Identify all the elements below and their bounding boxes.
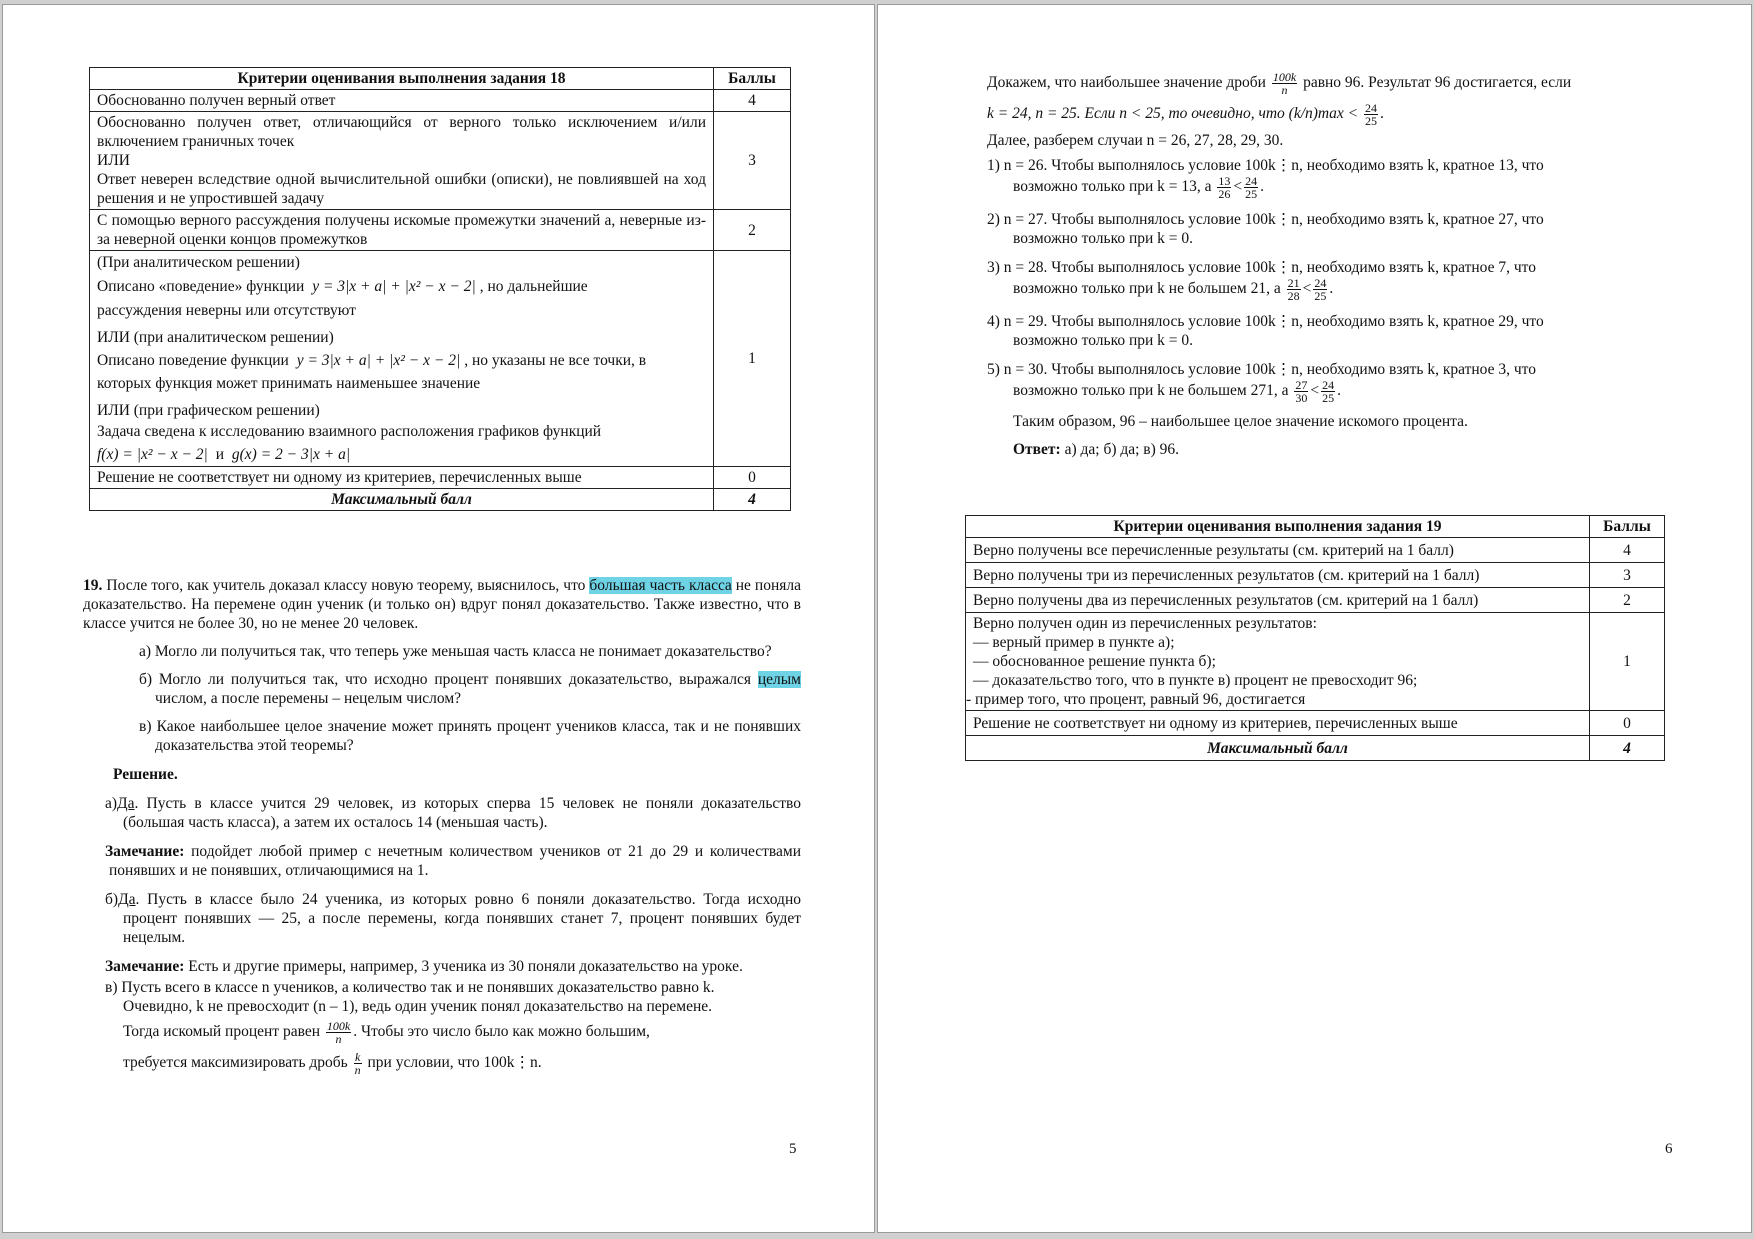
criterion-line: Верно получен один из перечисленных результатов: [973, 615, 1317, 632]
criterion-line [97, 276, 706, 297]
criterion-line: (При аналитическом решении) [97, 254, 300, 271]
fraction-denominator: 25 [1322, 391, 1335, 405]
highlighted-text: целым [757, 671, 801, 688]
criterion-line [97, 350, 706, 371]
case-text: 5) n = 30. Чтобы выполнялось условие 100k⋮n, необходимо взять k, кратное 3, что [987, 361, 1536, 378]
formula-g: g(x) = 2 − 3|x + a| [231, 446, 351, 463]
criterion-points: 1 [1590, 613, 1665, 711]
table-row [90, 112, 791, 210]
case-text: 2) n = 27. Чтобы выполнялось условие 100k⋮n, необходимо взять k, кратное 27, что [987, 211, 1544, 228]
fraction-24-25 [1364, 102, 1378, 127]
problem-number: 19. [83, 577, 103, 594]
case-3 [987, 258, 1672, 302]
table-header-points: Баллы [714, 68, 791, 90]
case-text: возможно только при k = 0. [1013, 230, 1194, 247]
note-label: Замечание: [105, 843, 185, 860]
conclusion: Таким образом, 96 – наибольшее целое значение искомого процента. [1013, 413, 1468, 430]
case-text-part: возможно только при k не большем 21, а [1013, 280, 1281, 298]
fraction-denominator: 25 [1245, 187, 1258, 201]
note-label: Замечание: [105, 958, 185, 975]
criterion-line: — верный пример в пункте а); [973, 634, 1175, 651]
table-row [966, 563, 1665, 588]
case-1 [987, 156, 1672, 200]
table-row [966, 711, 1665, 736]
fraction-21-28 [1287, 277, 1301, 302]
formula-y: y = 3|x + a| + |x² − x − 2| [296, 352, 461, 369]
fraction-numerator: 24 [1245, 174, 1258, 188]
table-header-criteria: Критерии оценивания выполнения задания 18 [90, 68, 714, 90]
criterion-text: Обоснованно получен верный ответ [90, 90, 714, 112]
criterion-points: 1 [714, 251, 791, 467]
criterion-line: Обоснованно получен ответ, отличающийся от верного только исключением и/или включением граничных точек [97, 114, 706, 150]
fraction-24-25 [1313, 277, 1327, 302]
max-score-label: Максимальный балл [90, 489, 714, 511]
case-text-part: возможно только при k = 13, а [1013, 178, 1212, 196]
criterion-line: Ответ неверен вследствие одной вычислительной ошибки (описки), не повлиявшей на ход решения и не упростившей задачу [97, 171, 706, 207]
fraction-numerator: 24 [1314, 276, 1327, 290]
case-text: 3) n = 28. Чтобы выполнялось условие 100k⋮n, необходимо взять k, кратное 7, что [987, 259, 1536, 276]
criterion-text [90, 112, 714, 210]
fraction-denominator: 28 [1287, 289, 1300, 303]
table-row [966, 538, 1665, 563]
criterion-points: 0 [1590, 711, 1665, 736]
criterion-points: 4 [1590, 538, 1665, 563]
question-text: числом, а после перемены – нецелым числом? [155, 690, 462, 707]
note-1 [105, 842, 801, 880]
criterion-line: — обоснованное решение пункта б); [973, 653, 1216, 670]
item-label: б) [105, 891, 119, 908]
page-number: 6 [1665, 1141, 1673, 1157]
criterion-text: Решение не соответствует ни одному из критериев, перечисленных выше [90, 467, 714, 489]
proof-formula: (k/n)max < [1288, 105, 1359, 123]
note-text: Есть и другие примеры, например, 3 ученика из 30 поняли доказательство на уроке. [188, 958, 743, 975]
solution-text-part: при условии, что 100k⋮n. [367, 1054, 542, 1072]
solution-title: Решение. [113, 766, 178, 783]
case-text: 1) n = 26. Чтобы выполнялось условие 100k⋮n, необходимо взять k, кратное 13, что [987, 157, 1544, 174]
fraction-numerator: 100k [1272, 70, 1297, 84]
fraction-denominator: n [354, 1063, 361, 1077]
fraction-numerator: 27 [1295, 378, 1308, 392]
case-4 [987, 312, 1672, 350]
page-6 [877, 4, 1752, 1233]
criterion-text [90, 251, 714, 467]
criterion-text [966, 613, 1590, 711]
table-row [966, 588, 1665, 613]
table-max-row [966, 736, 1665, 761]
proof-line: Далее, разберем случаи n = 26, 27, 28, 29, 30. [987, 132, 1284, 149]
case-5 [987, 360, 1672, 404]
criterion-points: 2 [714, 210, 791, 251]
answer-yes: Да [117, 795, 135, 812]
solution-a [105, 794, 801, 832]
case-2 [987, 210, 1672, 248]
proof-text: равно 96. Результат 96 достигается, если [1303, 74, 1572, 92]
solution-c [105, 978, 801, 1076]
problem-19 [83, 576, 801, 1076]
fraction-numerator: 24 [1322, 378, 1335, 392]
solution-text: . Пусть в классе было 24 ученика, из которых ровно 6 поняли доказательство. Тогда исходно процент понявших — 25, а после перемены, когда понявших станет 7, процент понявших будет нецелым. [123, 891, 801, 946]
criterion-points: 4 [714, 90, 791, 112]
fraction-13-26 [1217, 175, 1231, 200]
solution-text-part: . Чтобы это число было как можно большим, [353, 1023, 650, 1041]
table-max-row [90, 489, 791, 511]
question-text: б) Могло ли получиться так, что исходно процент понявших доказательство, выражался [139, 671, 751, 688]
criterion-line: - пример того, что процент, равный 96, достигается [966, 691, 1306, 708]
table-header-criteria: Критерии оценивания выполнения задания 19 [966, 516, 1590, 538]
criterion-text: Верно получены три из перечисленных результатов (см. критерий на 1 балл) [966, 563, 1590, 588]
fraction-numerator: 13 [1218, 174, 1231, 188]
fraction-numerator: 21 [1287, 276, 1300, 290]
highlighted-text: большая часть классa [589, 577, 732, 594]
item-label: а) [105, 795, 118, 812]
criterion-line: ИЛИ (при графическом решении) [97, 402, 320, 419]
criterion-text-part: Описано поведение функции [97, 352, 289, 369]
solution-text: Очевидно, k не превосходит (n – 1), ведь один ученик понял доказательство на перемене. [123, 998, 712, 1015]
fraction-27-30 [1294, 379, 1308, 404]
page-5 [2, 4, 875, 1233]
note-2 [105, 957, 801, 976]
fraction-24-25 [1244, 175, 1258, 200]
table-row [90, 467, 791, 489]
criterion-points: 0 [714, 467, 791, 489]
proof-line: k = 24, n = 25. Если n < 25, то очевидно, что (k/n)max < $\frac{24}{25}$ . [987, 101, 1384, 128]
answer-label: Ответ: [1013, 441, 1061, 458]
criterion-points: 3 [1590, 563, 1665, 588]
criterion-text-part: , но указаны не все точки, в [464, 352, 647, 369]
criterion-points: 2 [1590, 588, 1665, 613]
table-row [966, 613, 1665, 711]
criterion-line: Задача сведена к исследованию взаимного расположения графиков функций [97, 423, 602, 440]
answer-line [1013, 440, 1672, 459]
question-b [139, 670, 801, 708]
fraction-denominator: n [1281, 83, 1288, 97]
conjunction: и [215, 446, 224, 463]
formula-f: f(x) = |x² − x − 2| [97, 446, 208, 463]
case-text: возможно только при k не большем 21, а $\frac{21}{28}$ < $\frac{24}{25}$ . [1013, 276, 1334, 303]
problem-statement [83, 576, 801, 633]
problem-text: не поняла доказательство. На перемене один ученик (и только он) вдруг понял доказательство. Также известно, что в классе учится не более 30, но не менее 20 человек. [83, 577, 802, 632]
criterion-line: ИЛИ [97, 152, 130, 169]
fraction-numerator: k [354, 1050, 361, 1064]
criterion-line [97, 444, 706, 465]
table-header-row [966, 516, 1665, 538]
fraction-denominator: 30 [1295, 391, 1308, 405]
table-header-row [90, 68, 791, 90]
note-text: подойдет любой пример с нечетным количеством учеников от 21 до 29 и количествами понявших и не понявших, отличающимися на 1. [109, 843, 802, 879]
solution-text: в) Пусть всего в классе n учеников, а количество так и не понявших доказательство равно k. [105, 979, 715, 996]
max-score-value: 4 [1590, 736, 1665, 761]
solution-b [105, 890, 801, 947]
question-c: в) Какое наибольшее целое значение может принять процент учеников класса, так и не понявших доказательства этой теоремы? [139, 718, 801, 754]
fraction-denominator: 25 [1364, 114, 1377, 128]
answer-text: а) да; б) да; в) 96. [1064, 441, 1180, 458]
fraction-24-25 [1321, 379, 1335, 404]
solution-text-part: требуется максимизировать дробь [123, 1054, 348, 1072]
criterion-text: Верно получены два из перечисленных результатов (см. критерий на 1 балл) [966, 588, 1590, 613]
table-row [90, 90, 791, 112]
criterion-points: 3 [714, 112, 791, 210]
table-row [90, 210, 791, 251]
criterion-text-part: , но дальнейшие [479, 278, 588, 295]
answer-yes: Да [118, 891, 136, 908]
fraction-numerator: 24 [1364, 101, 1377, 115]
solution-text: . Пусть в классе учится 29 человек, из которых сперва 15 человек не поняли доказательство (большая часть класса), а затем их осталось 14 (меньшая часть). [123, 795, 801, 831]
criteria-table-19 [965, 515, 1665, 761]
solution-text [105, 1020, 801, 1045]
fraction-denominator: 26 [1218, 187, 1231, 201]
proof-text: Докажем, что наибольшее значение дроби [987, 74, 1266, 92]
fraction-100k-n [326, 1020, 351, 1045]
max-score-label: Максимальный балл [966, 736, 1590, 761]
problem-text: После того, как учитель доказал классу новую теорему, выяснилось, что [106, 577, 586, 594]
fraction-k-n [354, 1051, 362, 1076]
case-text: 4) n = 29. Чтобы выполнялось условие 100k⋮n, необходимо взять k, кратное 29, что [987, 313, 1544, 330]
criterion-text: С помощью верного рассуждения получены искомые промежутки значений a, неверные из-за неверной оценки концов промежутков [90, 210, 714, 251]
solution-text-part: Тогда искомый процент равен [123, 1023, 320, 1041]
proof-block [987, 71, 1672, 459]
fraction-numerator: 100k [326, 1019, 351, 1033]
fraction-denominator: 25 [1314, 289, 1327, 303]
fraction-denominator: n [335, 1032, 342, 1046]
criteria-table-18 [89, 67, 791, 511]
page-number: 5 [789, 1141, 797, 1157]
criterion-line: — доказательство того, что в пункте в) процент не превосходит 96; [973, 672, 1418, 689]
criterion-text-part: Описано «поведение» функции [97, 278, 305, 295]
criterion-text: Верно получены все перечисленные результаты (см. критерий на 1 балл) [966, 538, 1590, 563]
criterion-line: ИЛИ (при аналитическом решении) [97, 329, 334, 346]
table-row [90, 251, 791, 467]
criterion-text: Решение не соответствует ни одному из критериев, перечисленных выше [966, 711, 1590, 736]
case-text-part: возможно только при k не большем 271, а [1013, 382, 1289, 400]
fraction-100k-n [1272, 71, 1297, 96]
case-text: возможно только при k = 0. [1013, 332, 1194, 349]
case-text: возможно только при k не большем 271, а $\frac{27}{30}$ < $\frac{24}{25}$ . [1013, 378, 1341, 405]
criterion-line: которых функция может принимать наименьшее значение [97, 375, 481, 392]
case-text: возможно только при k = 13, а $\frac{13}{26}$ < $\frac{24}{25}$ . [1013, 174, 1265, 201]
proof-text: k = 24, n = 25. Если n < 25, то очевидно, что [987, 105, 1285, 123]
formula-y: y = 3|x + a| + |x² − x − 2| [312, 278, 476, 295]
solution-text [105, 1051, 801, 1076]
proof-line [987, 71, 1672, 96]
table-header-points: Баллы [1590, 516, 1665, 538]
question-a: а) Могло ли получиться так, что теперь уже меньшая часть класса не понимает доказательство? [139, 643, 772, 660]
max-score-value: 4 [714, 489, 791, 511]
criterion-line: рассуждения неверны или отсутствуют [97, 302, 356, 319]
